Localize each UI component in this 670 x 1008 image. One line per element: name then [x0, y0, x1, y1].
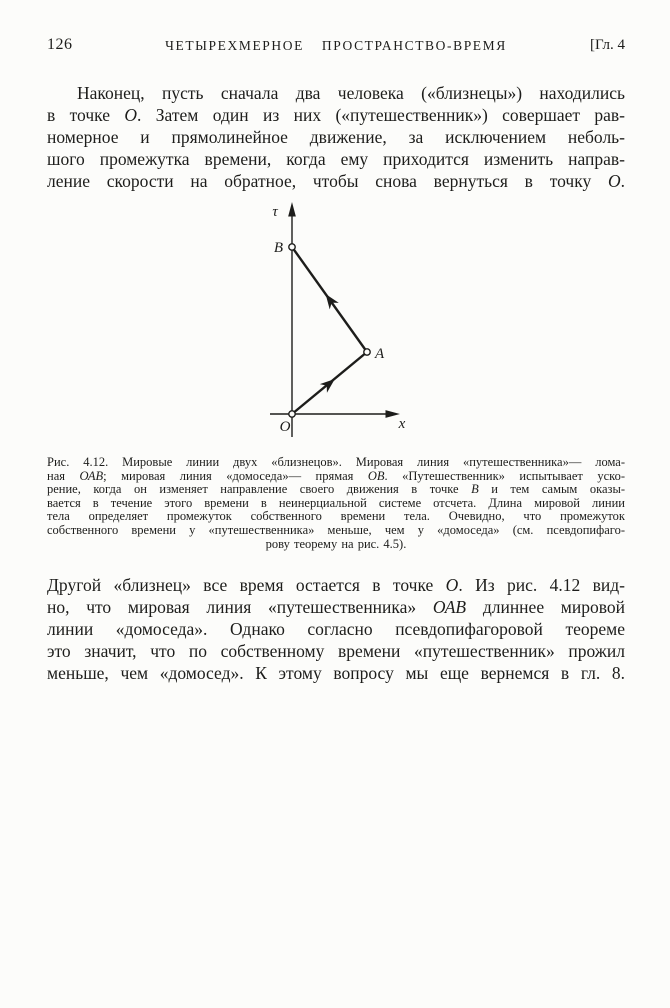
x-axis-arrow-icon	[386, 411, 398, 417]
tau-axis-label: τ	[272, 204, 278, 220]
point-o	[289, 411, 295, 417]
figure-caption-last-line: рову теорему на рис. 4.5).	[265, 536, 407, 551]
page-number: 126	[47, 36, 73, 53]
paragraph-conclusion: Другой «близнец» все время остается в точке О. Из рис. 4.12 вид- но, что мировая линия «путешественника» ОАВ длиннее мировой линии «домоседа». Однако согласно псевдопифагоровой теореме это значит, что по собственному времени «путешественник» прожил меньше, чем «домосед». К этому вопросу мы еще вернемся в гл. 8.	[47, 575, 626, 683]
page-header	[47, 36, 625, 56]
point-b	[289, 244, 295, 250]
origin-label: O	[279, 419, 291, 435]
paragraph-intro: Наконец, пусть сначала два человека («близнецы») находились в точке О. Затем один из них («путешественник») совершает рав- номерное и прямолинейное движение, за исключением неболь- шого промежутка времени, когда ему приходится изменить направ- ление скорости на обратное, чтобы снова вернуться в точку О.	[47, 83, 625, 191]
point-b-label: B	[273, 240, 283, 256]
figure-caption-body: Рис. 4.12. Мировые линии двух «близнецов». Мировая линия «путешественника»— лома- ная ОАВ; мировая линия «домоседа»— прямая ОВ. «Путешественник» испытывает уско- рение, когда он изменяет направление своего движения в точке В и тем самым оказы- вается в течение этого времени в неинерциальной системе отсчета. Длина мировой линии тела определяет промежуток собственного времени тела. Очевидно, что промежуток собственного времени у «путешественника» меньше, чем у «домоседа» (см. псевдопифаго-	[47, 455, 626, 537]
spacetime-diagram	[255, 198, 415, 443]
worldlines-figure	[255, 198, 415, 443]
tau-axis-arrow-icon	[289, 204, 295, 216]
x-axis-label: x	[398, 416, 406, 432]
point-a	[364, 349, 370, 355]
point-a-label: A	[375, 346, 385, 362]
figure-caption	[47, 456, 625, 551]
running-title: ЧЕТЫРЕХМЕРНОЕ ПРОСТРАНСТВО-ВРЕМЯ	[165, 38, 507, 53]
chapter-label: [Гл. 4	[589, 37, 625, 53]
